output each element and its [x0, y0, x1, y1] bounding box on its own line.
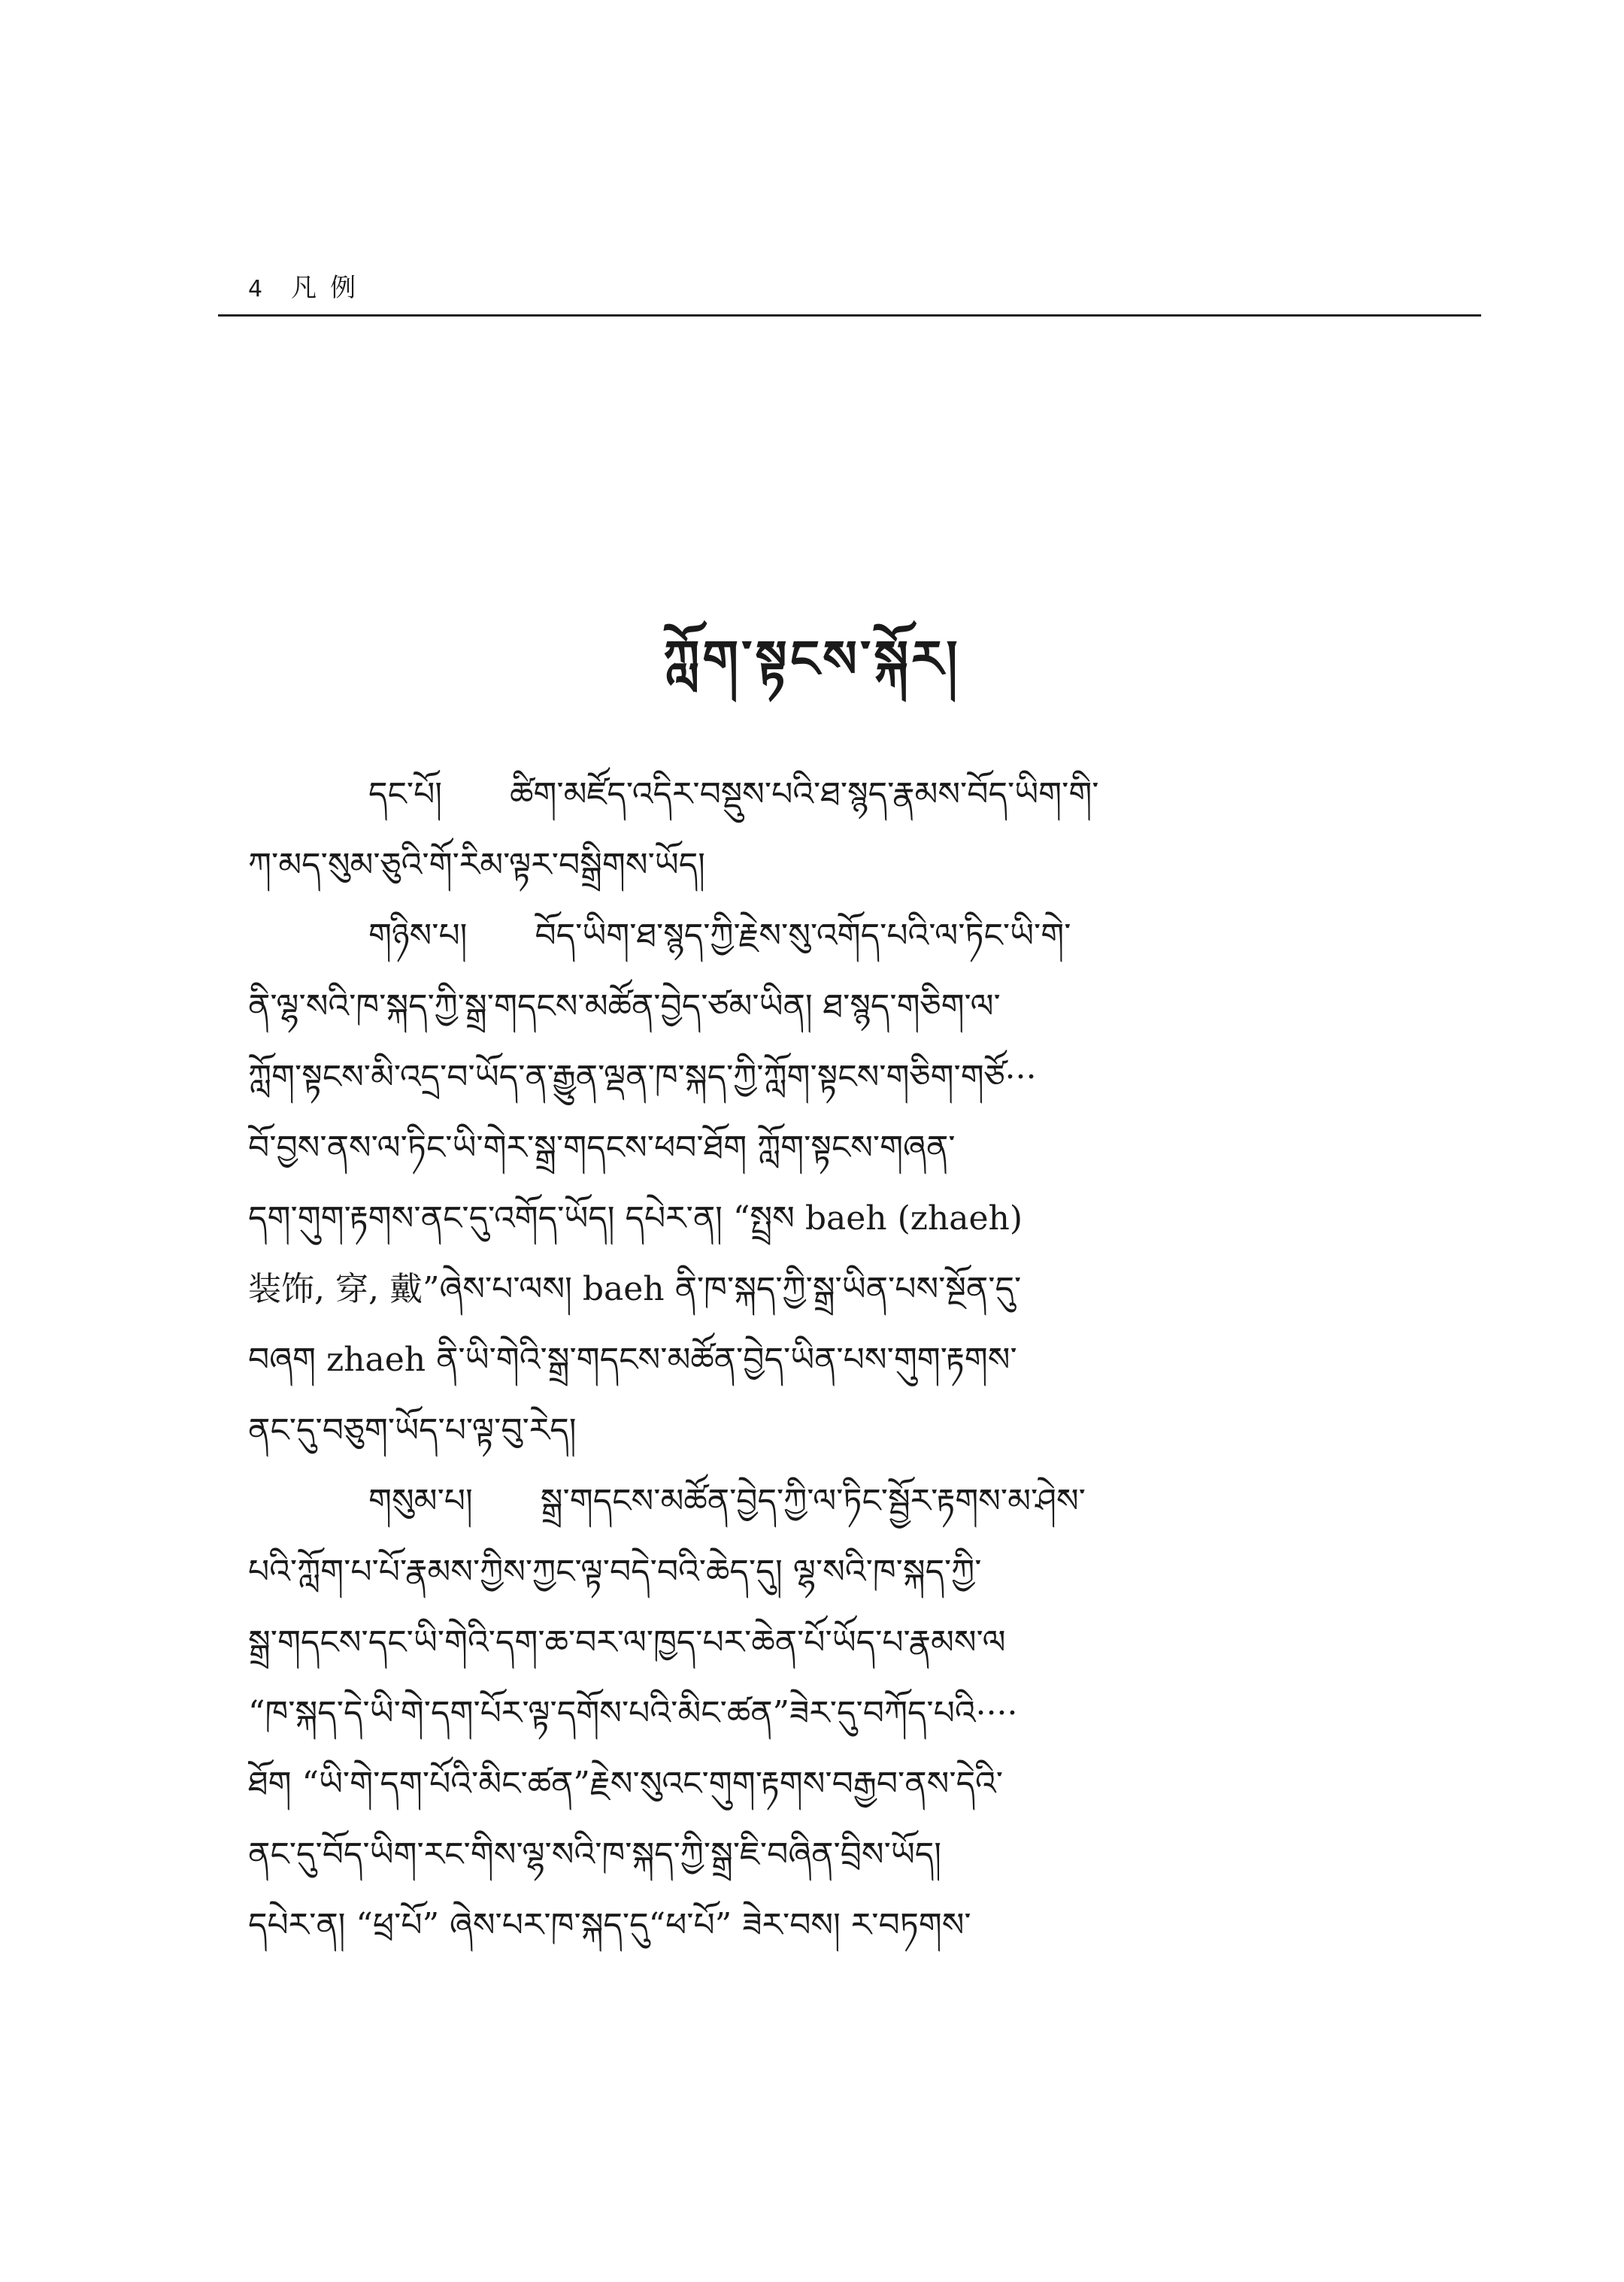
page-title: ཀློག་སྟངས་སྐོར།	[663, 629, 961, 689]
header-rule	[218, 314, 1481, 317]
text-line: 装饰, 穿, 戴”ཞེས་པ་ལས། baeh ནི་ཁ་སྐད་ཀྱི་སྒྲ་ཡིན་པས་སྔོན་དུ་	[248, 1270, 1022, 1308]
section-title: 凡例	[291, 273, 370, 303]
text-line: ནི་ལྷ་སའི་ཁ་སྐད་ཀྱི་སྒྲ་གདངས་མཚོན་བྱེད་ཙམ་ཡིན། ཐ་སྙད་གཅིག་ལ་	[248, 987, 1001, 1026]
text-line: ཀ་མད་སུམ་ཅུའི་གོ་རིམ་ལྟར་བསྒྲིགས་ཡོད།	[248, 846, 705, 884]
text-line: སྒྲ་གདངས་དང་ཡི་གེའི་དག་ཆ་བར་ལ་ཁྱད་པར་ཆེན་པོ་ཡོད་པ་རྣམས་ལ	[248, 1623, 1006, 1662]
body-text	[248, 759, 1481, 1961]
text-line: ཐོག “ཡི་གེ་དག་པོའི་མིང་ཚན”རྗེས་སུའང་གུག་རྟགས་བརྒྱབ་ནས་དེའི་	[248, 1765, 1004, 1803]
text-line: ནང་དུ་བཅུག་ཡོད་པ་ལྟ་བུ་རེད།	[248, 1411, 577, 1450]
text-line: དག་གུག་རྟགས་ནང་དུ་འགོད་ཡོད། དཔེར་ན། “སྤྲས baeh (zhaeh)	[248, 1199, 1023, 1238]
page-number: 4	[248, 276, 277, 302]
item-label: གསུམ་པ།	[368, 1482, 473, 1520]
text-line: དང་པོ། ཚིག་མཛོད་འདིར་བསྡུས་པའི་ཐ་སྙད་རྣམས་བོད་ཡིག་གི་	[368, 775, 1099, 814]
text-line: དཔེར་ན། “ཕྲ་པོ” ཞེས་པར་ཁ་སྐད་དུ“ཕ་པོ” ཟེར་བས། ར་བཏགས་	[248, 1906, 971, 1944]
item-label: དང་པོ།	[368, 775, 443, 814]
running-header	[248, 267, 369, 304]
text-line: ཀློག་སྟངས་མི་འདྲ་བ་ཡོད་ན་རྒྱུན་ལྡན་ཁ་སྐད་ཀྱི་ཀློག་སྟངས་གཅིག་གཙོ···	[248, 1058, 1037, 1096]
text-line: གསུམ་པ། སྒྲ་གདངས་མཚོན་བྱེད་ཀྱི་ལ་ཏིང་སྦྱོར་རྟགས་མ་ཤེས་	[368, 1482, 1086, 1520]
text-line: བཞག zhaeh ནི་ཡི་གེའི་སྒྲ་གདངས་མཚོན་བྱེད་ཡིན་པས་གུག་རྟགས་	[248, 1341, 1017, 1379]
text-line: “ཁ་སྐད་དེ་ཡི་གེ་དག་པོར་ལྟ་དགོས་པའི་མིང་ཚན”ཟེར་དུ་བཀོད་པའི····	[248, 1694, 1018, 1732]
text-line: པའི་ཀློག་པ་པོ་རྣམས་ཀྱིས་ཀྱང་ལྟ་བདེ་བའི་ཆེད་དུ། ལྷ་སའི་ཁ་སྐད་ཀྱི་	[248, 1553, 982, 1591]
text-line: བོ་བྱས་ནས་ལ་ཏིང་ཡི་གེར་སྒྲ་གདངས་ཕབ་ཐོག ཀློག་སྟངས་གཞན་	[248, 1129, 956, 1167]
text-line: གཉིས་པ། བོད་ཡིག་ཐ་སྙད་ཀྱི་རྗེས་སུ་འགོད་པའི་ལ་ཏིང་ཡི་གེ་	[368, 917, 1071, 955]
item-label: གཉིས་པ།	[368, 917, 468, 955]
text-line: ནང་དུ་བོད་ཡིག་རང་གིས་ལྷ་སའི་ཁ་སྐད་ཀྱི་སྒྲ་ཇི་བཞིན་བྲིས་ཡོད།	[248, 1835, 942, 1874]
